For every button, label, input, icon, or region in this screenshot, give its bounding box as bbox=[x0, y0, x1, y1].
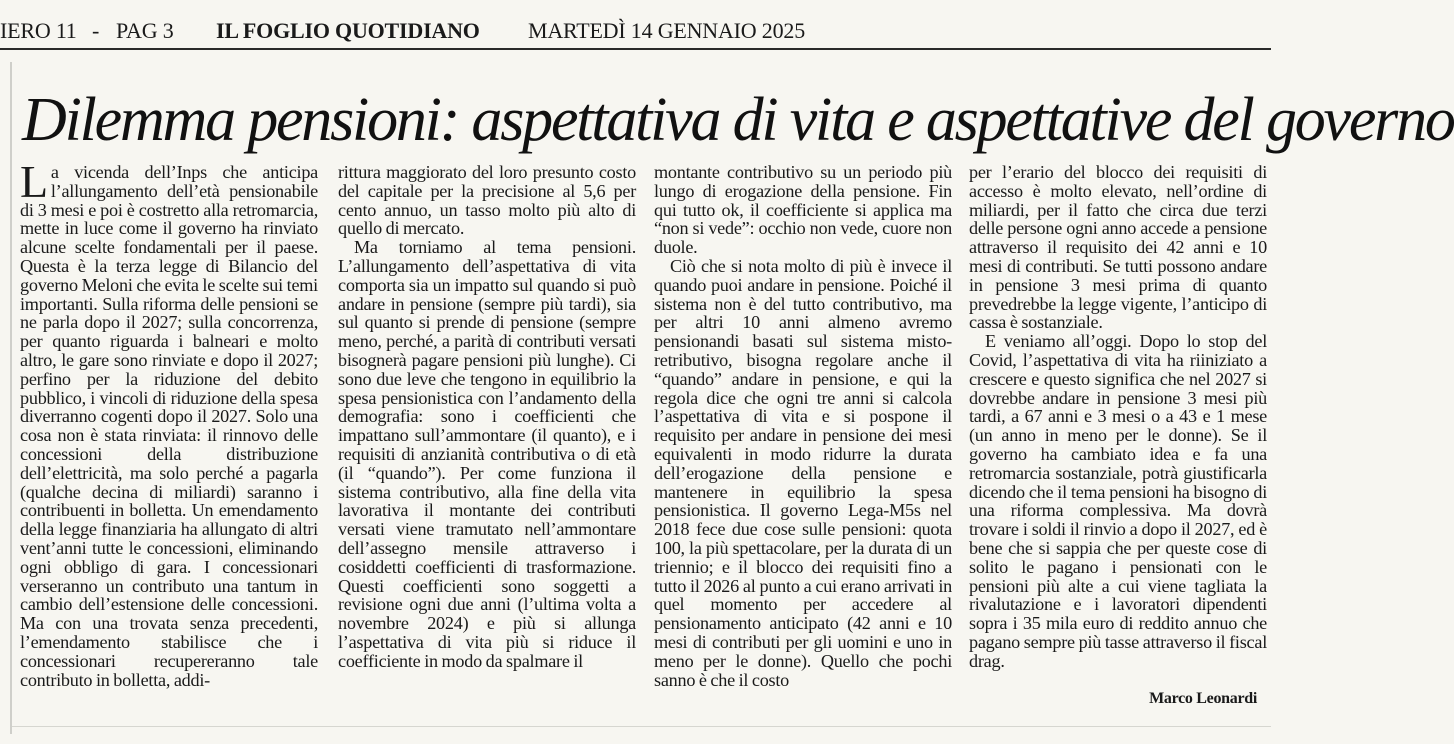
bottom-rule bbox=[12, 726, 1271, 727]
paragraph bbox=[338, 238, 636, 670]
paragraph-text: E veniamo all’oggi. Dopo lo stop del Covid, l’aspettativa di vita ha riiniziato a crescere e questo significa che nel 2027 si dovrebbe andare in pensione 3 mesi più tardi, a 67 anni e 3 mesi o a 43 e 1 mese (un anno in meno per le donne). Se il governo ha cambiato idea e fa una retromarcia sostanziale, potrà giustificarla dicendo che il tema pensioni ha bisogno di una riforma complessiva. Ma dovrà trovare i soldi il rinvio a dopo il 2027, ed è bene che si sappia che per queste cose di solito le pagano i pensionati con le pensioni più alte a cui viene tagliata la rivalutazione e i lavoratori dipendenti sopra i 35 mila euro di reddito annuo che pagano sempre più tasse attraverso il fiscal drag. bbox=[969, 331, 1267, 671]
paragraph bbox=[969, 332, 1267, 670]
column-divider bbox=[10, 62, 12, 734]
issue-date: MARTEDÌ 14 GENNAIO 2025 bbox=[528, 18, 805, 43]
article-column-1 bbox=[20, 156, 318, 713]
header-rule bbox=[0, 48, 1271, 50]
paragraph-text: per l’erario del blocco dei requisiti di accesso è molto elevato, nell’ordine di miliardi, per il fatto che circa due terzi delle persone ogni anno accede a pensione attraverso il requisito dei 42 anni e 10 mesi di contributi. Se tutti possono andare in pensione 3 mesi prima di quanto prevedrebbe la legge vigente, l’anticipo di cassa è sostanziale. bbox=[969, 162, 1267, 333]
drop-cap: L bbox=[20, 156, 48, 207]
page-header bbox=[0, 14, 1271, 48]
paragraph-text: rittura maggiorato del loro presunto costo del capitale per la precisione al 5,6 per cento annuo, un tasso molto più alto di quello di mercato. bbox=[338, 162, 636, 239]
paragraph bbox=[969, 163, 1267, 332]
paragraph bbox=[654, 163, 952, 257]
paragraph-text: Ciò che si nota molto di più è invece il quando puoi andare in pensione. Poiché il sistema non è del tutto contributivo, ma per altri 10 anni almeno avremo pensionandi basati sul sistema misto-retributivo, bisogna regolare anche il “quando” andare in pensione, e qui la regola dice che ogni tre anni si calcola l’aspettativa di vita e si pospone il requisito per andare in pensione dei mesi equivalenti in modo ridurre la durata dell’erogazione della pensione e mantenere in equilibrio la spesa pensionistica. Il governo Lega-M5s nel 2018 fece due cose sulle pensioni: quota 100, la più spettacolare, per la durata di un triennio; e il blocco dei requisiti fino a tutto il 2026 al punto a cui erano arrivati in quel momento per accedere al pensionamento anticipato (42 anni e 10 mesi di contributi per gli uomini e uno in meno per le donne). Quello che pochi sanno è che il costo bbox=[654, 255, 952, 690]
header-separator: - bbox=[92, 18, 100, 43]
page-number: PAG 3 bbox=[116, 18, 174, 43]
paragraph bbox=[654, 257, 952, 689]
paragraph-text: Ma torniamo al tema pensioni. L’allungamento dell’aspettativa di vita comporta sia un impatto sul quando si può andare in pensione (sempre più tardi), sia sul quanto si prende di pensione (sempre meno, perché, a parità di contributi versati bisognerà pagare pensioni più lunghe). Ci sono due leve che tengono in equilibrio la spesa pensionistica con l’andamento della demografia: sono i coefficienti che impattano sull’ammontare (il quanto), e i requisiti di anzianità contributiva o di età (il “quando”). Per come funziona il sistema contributivo, alla fine della vita lavorativa il montante dei contributi versati viene tramutato nell’ammontare dell’assegno mensile attraverso i cosiddetti coefficienti di trasformazione. Questi coefficienti sono soggetti a revisione ogni due anni (l’ultima volta a novembre 2024) e più si allunga l’aspettativa di vita più si riduce il coefficiente in modo da spalmare il bbox=[338, 237, 636, 671]
author-signature: Marco Leonardi bbox=[1149, 690, 1257, 707]
article-column-2 bbox=[338, 163, 636, 713]
paragraph-text: a vicenda dell’Inps che anticipa l’allungamento dell’età pensionabile di 3 mesi e poi è costretto alla retromarcia, mette in luce come il governo ha rinviato alcune scelte fondamentali per il paese. Questa è la terza legge di Bilancio del governo Meloni che evita le scelte sui temi importanti. Sulla riforma delle pensioni se ne parla dopo il 2027; sulla concorrenza, per quanto riguarda i balneari e molto altro, le gare sono rinviate e dopo il 2027; perfino per la riduzione del debito pubblico, i vincoli di riduzione della spesa diverranno cogenti dopo il 2027. Solo una cosa non è stata rinviata: il rinnovo delle concessioni della distribuzione dell’elettricità, ma solo perché a pagarla (qualche decina di miliardi) saranno i contribuenti in bolletta. Un emendamento della legge finanziaria ha allungato di altri vent’anni tutte le concessioni, eliminando ogni obbligo di gara. I concessionari verseranno un contributo una tantum in cambio dell’estensione delle concessioni. Ma con una trovata senza precedenti, l’emendamento stabilisce che i concessionari recupereranno tale contributo in bolletta, addi- bbox=[20, 162, 318, 690]
article-column-4 bbox=[969, 163, 1267, 713]
paragraph bbox=[338, 163, 636, 238]
article-headline: Dilemma pensioni: aspettativa di vita e aspettative del governo bbox=[22, 86, 1454, 154]
paragraph-text: montante contributivo su un periodo più lungo di erogazione della pensione. Fin qui tutto ok, il coefficiente si applica ma “non si vede”: occhio non vede, cuore non duole. bbox=[654, 162, 952, 258]
paragraph bbox=[20, 156, 318, 690]
article-column-3 bbox=[654, 163, 952, 713]
issue-number: IERO 11 bbox=[0, 18, 77, 43]
newspaper-name: IL FOGLIO QUOTIDIANO bbox=[216, 18, 480, 43]
